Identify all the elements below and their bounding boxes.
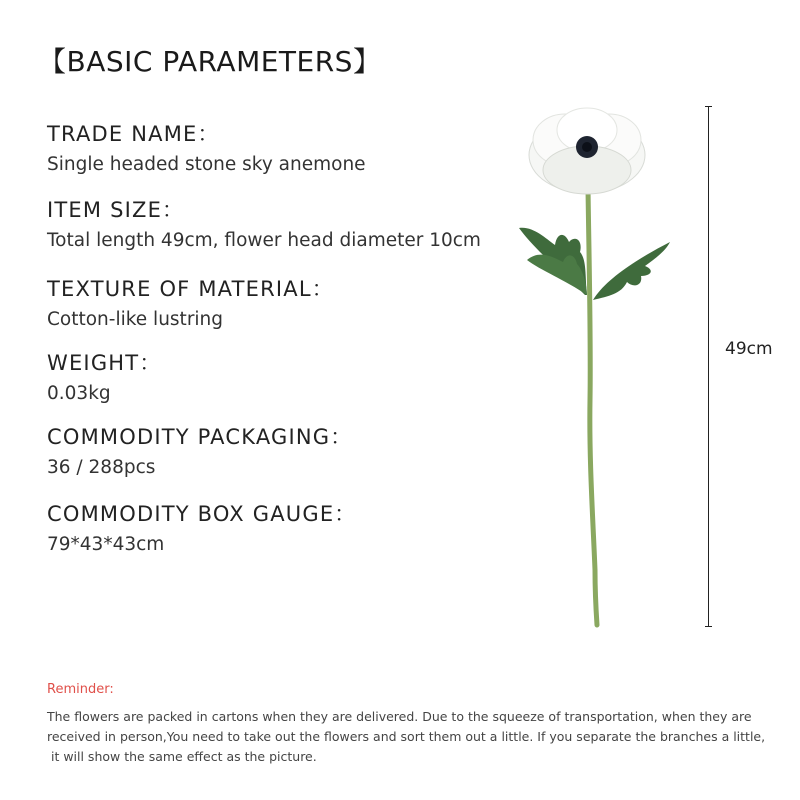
param-value: Single headed stone sky anemone: [47, 154, 366, 175]
param-label: ITEM SIZE：: [47, 198, 185, 222]
measure-cap-bottom: [705, 626, 712, 627]
flower-head: [529, 108, 645, 194]
reminder-title: Reminder:: [47, 682, 114, 697]
reminder-line: it will show the same effect as the picture.: [47, 749, 317, 764]
section-title: 【BASIC PARAMETERS】: [38, 45, 382, 78]
measure-line: [708, 106, 709, 626]
leaf-right: [593, 242, 670, 300]
param-label: COMMODITY PACKAGING：: [47, 425, 353, 449]
param-value: Cotton-like lustring: [47, 309, 224, 330]
param-box-gauge: [47, 498, 357, 555]
param-trade-name: [47, 118, 366, 175]
reminder-line: received in person,You need to take out the flowers and sort them out a little. If you separate the branches a little,: [47, 729, 766, 744]
param-texture: [47, 273, 334, 330]
anemone-flower-image: [505, 100, 680, 630]
param-label: TRADE NAME：: [47, 122, 220, 146]
param-item-size: [47, 194, 481, 251]
param-value: 36 / 288pcs: [47, 457, 156, 478]
param-label: TEXTURE OF MATERIAL：: [47, 277, 334, 301]
param-value: 79*43*43cm: [47, 534, 165, 555]
reminder-text: [47, 707, 767, 767]
param-label: WEIGHT：: [47, 351, 162, 375]
param-weight: [47, 347, 162, 404]
stem: [588, 188, 597, 625]
param-packaging: [47, 421, 352, 478]
param-label: COMMODITY BOX GAUGE：: [47, 502, 357, 526]
param-value: Total length 49cm, flower head diameter 10cm: [47, 230, 481, 251]
measure-label: 49cm: [725, 339, 773, 359]
reminder-line: The flowers are packed in cartons when they are delivered. Due to the squeeze of transportation, when they are: [47, 709, 752, 724]
param-value: 0.03kg: [47, 383, 111, 404]
